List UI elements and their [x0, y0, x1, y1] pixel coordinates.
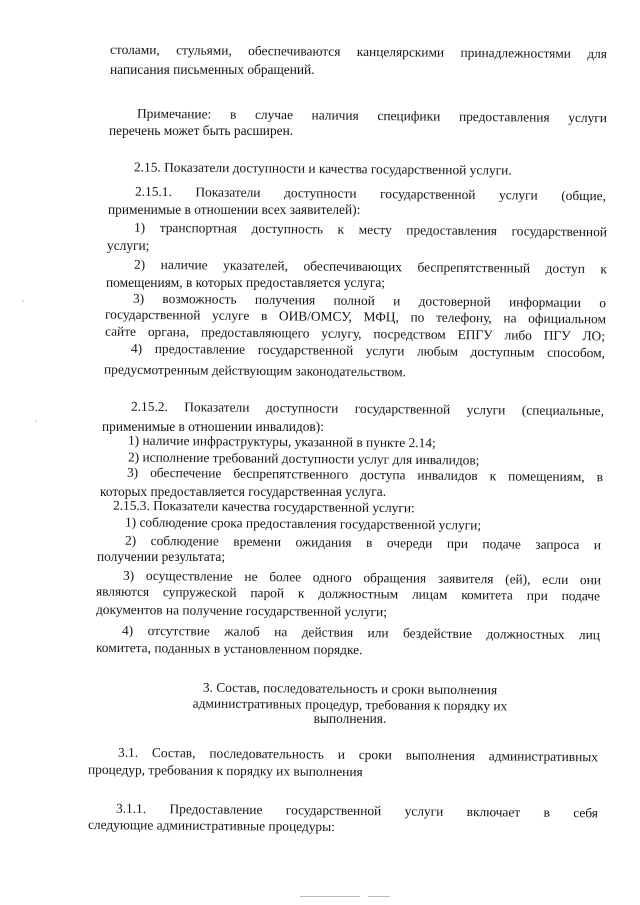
text-line: помещениям, в которых предоставляется услуга; [106, 275, 385, 290]
text-line: следующие административные процедуры: [87, 816, 335, 835]
text-line: 2.15.1. Показатели доступности государственной услуги (общие, [134, 183, 607, 204]
text-line: услуги; [107, 238, 150, 253]
text-line: комитета, поданных в установленном порядке. [95, 639, 363, 658]
chapter-heading: 3. Состав, последовательность и сроки выполнения [202, 679, 498, 698]
section-heading: 2.15. Показатели доступности и качества государственной услуги. [133, 159, 512, 178]
text-line: 2.15.3. Показатели качества государственной услуги: [112, 497, 415, 516]
list-item: 3) обеспечение беспрепятственного доступа инвалидов к помещениям, в [126, 464, 604, 485]
text-line: 2.15.2. Показатели доступности государственной услуги (специальные, [130, 398, 605, 419]
chapter-heading: административных процедур, требования к порядку их [192, 695, 508, 714]
list-item: 2) исполнение требований доступности услуг для инвалидов; [127, 449, 480, 468]
text-line: применимые в отношении инвалидов): [102, 419, 324, 434]
text-line: которых предоставляется государственная услуга. [100, 484, 387, 499]
text-line: столами, стульями, обеспечиваются канцелярскими принадлежностями для [109, 41, 608, 62]
list-item: 4) отсутствие жалоб на действия или бездействие должностных лиц [121, 622, 601, 643]
scan-artifact [35, 420, 37, 422]
text-line: получении результата; [97, 549, 226, 564]
text-line: 3.1. Состав, последовательность и сроки выполнения административных [117, 744, 599, 765]
text-line: предусмотренным действующим законодательством. [103, 361, 407, 380]
list-item: 2) соблюдение времени ожидания в очереди при подаче запроса и [124, 532, 602, 553]
text-line: 3.1.1. Предоставление государственной услуги включает в себя [115, 800, 599, 821]
text-line: написания письменных обращений. [110, 62, 315, 77]
text-line: сайте органа, предоставляющего услугу, посредством ЕПГУ либо ПГУ ЛО; [104, 323, 606, 344]
text-line: документов на получение государственной услуги; [95, 601, 388, 620]
text-line: процедур, требования к порядку их выполнения [87, 761, 363, 780]
text-line: являются супружеской парой к должностным лицам комитета при подаче [95, 583, 601, 604]
text-line: государственной услуге в ОИВ/ОМСУ, МФЦ, по телефону, на официальном [104, 306, 607, 327]
list-item: 3) возможность получения полной и достоверной информации о [132, 290, 607, 311]
note-line: перечень может быть расширен. [109, 123, 294, 138]
list-item: 1) наличие инфраструктуры, указанной в пункте 2.14; [127, 432, 436, 451]
list-item: 4) предоставление государственной услуги любым доступным способом, [130, 340, 606, 361]
text-line: применимые в отношении всех заявителей): [108, 202, 361, 217]
list-item: 2) наличие указателей, обеспечивающих беспрепятственный доступ к [133, 256, 608, 277]
scan-artifact [300, 896, 360, 897]
list-item: 1) транспортная доступность к месту предоставления государственной [133, 219, 608, 240]
chapter-heading: выполнения. [313, 711, 387, 726]
scan-artifact [368, 896, 390, 897]
scan-artifact [22, 300, 24, 302]
list-item: 3) осуществление не более одного обращения заявителя (ей), если они [122, 567, 602, 588]
note-line: Примечание: в случае наличия специфики предоставления услуги [136, 105, 608, 126]
list-item: 1) соблюдение срока предоставления государственной услуги; [124, 514, 482, 533]
